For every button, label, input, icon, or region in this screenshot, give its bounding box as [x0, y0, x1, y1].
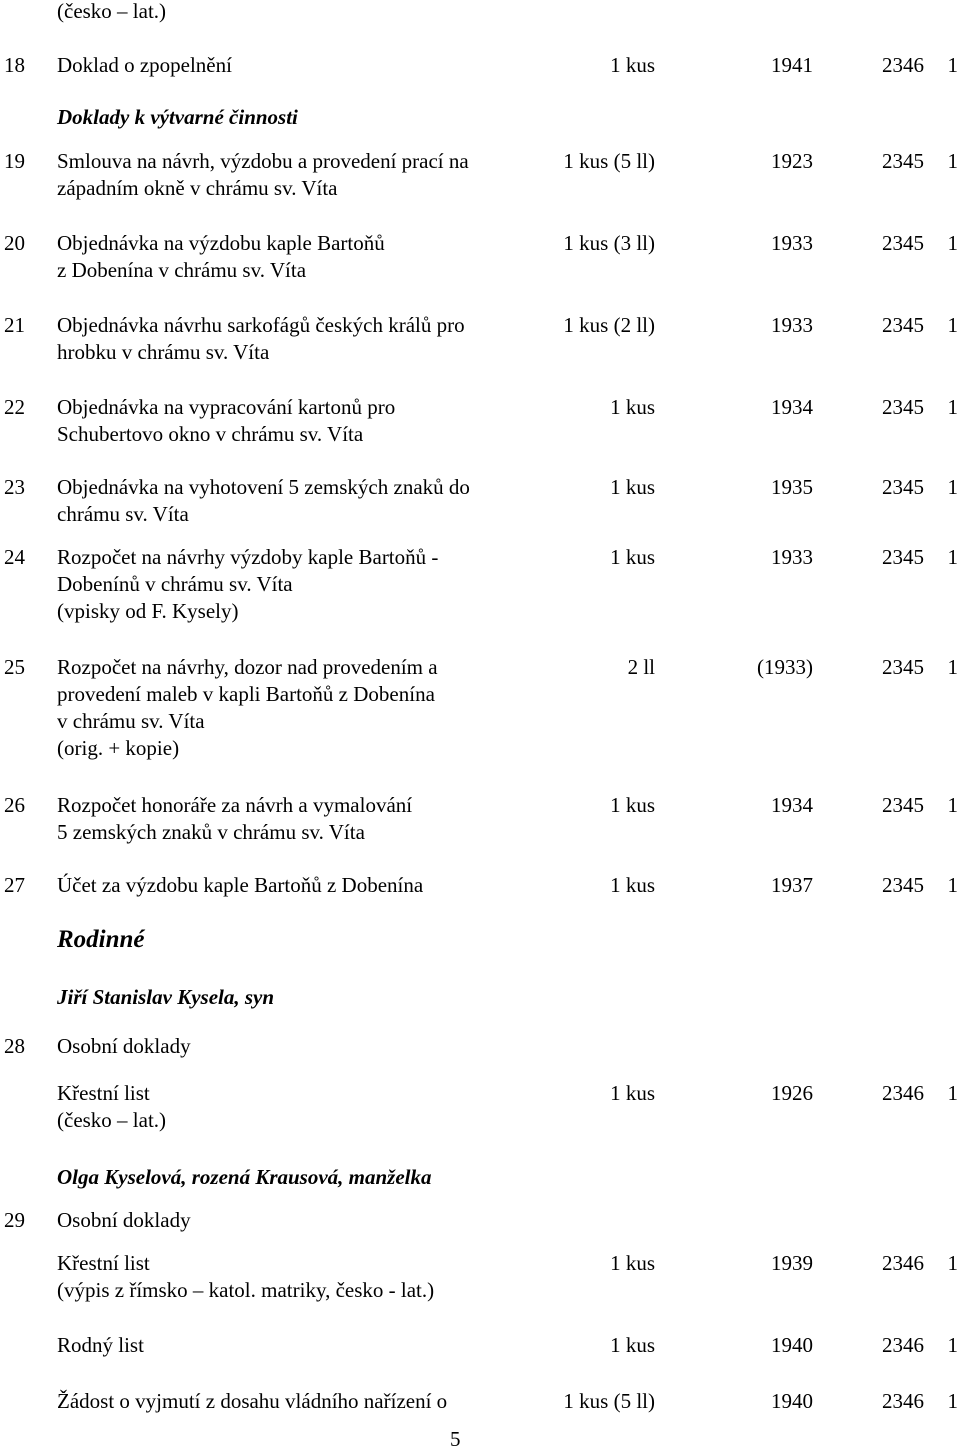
description-line: západním okně v chrámu sv. Víta — [57, 176, 338, 200]
item-number: 24 — [4, 545, 25, 569]
item-year: 1933 — [771, 545, 813, 569]
description-line: (česko – lat.) — [57, 1108, 167, 1132]
item-description — [57, 1332, 144, 1359]
item-quantity: 1 kus (2 ll) — [563, 313, 655, 337]
description-line: Objednávka návrhu sarkofágů českých králů pro — [57, 313, 465, 337]
item-quantity: 1 kus — [610, 873, 655, 897]
description-line: Rodný list — [57, 1333, 144, 1357]
item-description — [57, 52, 232, 79]
item-description — [57, 872, 423, 899]
item-box-number: 2345 — [882, 475, 924, 499]
item-year: 1937 — [771, 873, 813, 897]
item-box-number: 2345 — [882, 149, 924, 173]
section-heading: Jiří Stanislav Kysela, syn — [57, 985, 275, 1009]
item-description — [57, 394, 395, 448]
item-unit-number: 1 — [947, 1389, 958, 1413]
item-quantity: 1 kus (5 ll) — [563, 149, 655, 173]
description-line: (orig. + kopie) — [57, 736, 180, 760]
description-line: Křestní list — [57, 1251, 150, 1275]
item-year: 1933 — [771, 313, 813, 337]
description-line: Dobenínů v chrámu sv. Víta — [57, 572, 293, 596]
item-box-number: 2346 — [882, 1389, 924, 1413]
item-unit-number: 1 — [947, 545, 958, 569]
item-unit-number: 1 — [947, 475, 958, 499]
description-line: Žádost o vyjmutí z dosahu vládního nařízení o — [57, 1389, 448, 1413]
item-description — [57, 1250, 434, 1304]
item-number: 25 — [4, 655, 25, 679]
item-description — [57, 312, 465, 366]
description-line: Osobní doklady — [57, 1208, 191, 1232]
item-number: 18 — [4, 53, 25, 77]
item-quantity: 1 kus — [610, 1081, 655, 1105]
item-quantity: 1 kus — [610, 793, 655, 817]
item-quantity: 1 kus — [610, 395, 655, 419]
item-description — [57, 230, 385, 284]
description-line: Rozpočet honoráře za návrh a vymalování — [57, 793, 413, 817]
item-year: 1941 — [771, 53, 813, 77]
description-line: provedení maleb v kapli Bartoňů z Dobenína — [57, 682, 435, 706]
item-box-number: 2345 — [882, 545, 924, 569]
description-line: 5 zemských znaků v chrámu sv. Víta — [57, 820, 365, 844]
item-quantity: 1 kus — [610, 53, 655, 77]
description-line: Křestní list — [57, 1081, 150, 1105]
item-box-number: 2345 — [882, 231, 924, 255]
item-quantity: 1 kus (5 ll) — [563, 1389, 655, 1413]
item-description — [57, 544, 438, 625]
item-number: 19 — [4, 149, 25, 173]
item-number: 29 — [4, 1208, 25, 1232]
description-line: Doklad o zpopelnění — [57, 53, 232, 77]
item-description — [57, 1080, 166, 1134]
description-line: Účet za výzdobu kaple Bartoňů z Dobenína — [57, 873, 424, 897]
description-line: (výpis z římsko – katol. matriky, česko - lat.) — [57, 1278, 435, 1302]
item-number: 27 — [4, 873, 25, 897]
item-description — [57, 1033, 191, 1060]
item-unit-number: 1 — [947, 395, 958, 419]
item-quantity: 1 kus — [610, 1251, 655, 1275]
item-number: 21 — [4, 313, 25, 337]
item-unit-number: 1 — [947, 873, 958, 897]
item-unit-number: 1 — [947, 1333, 958, 1357]
section-title: Rodinné — [57, 926, 145, 953]
item-quantity: 1 kus (3 ll) — [563, 231, 655, 255]
item-quantity: 2 ll — [627, 655, 655, 679]
description-line: Rozpočet na návrhy, dozor nad provedením a — [57, 655, 438, 679]
item-unit-number: 1 — [947, 149, 958, 173]
description-line: Objednávka na vyhotovení 5 zemských znaků do — [57, 475, 470, 499]
item-description — [57, 1207, 191, 1234]
item-box-number: 2345 — [882, 793, 924, 817]
description-line: Schubertovo okno v chrámu sv. Víta — [57, 422, 364, 446]
item-description — [57, 148, 469, 202]
item-box-number: 2345 — [882, 873, 924, 897]
description-line: z Dobenína v chrámu sv. Víta — [57, 258, 307, 282]
item-number: 26 — [4, 793, 25, 817]
item-unit-number: 1 — [947, 231, 958, 255]
item-number: 20 — [4, 231, 25, 255]
item-box-number: 2345 — [882, 655, 924, 679]
item-quantity: 1 kus — [610, 475, 655, 499]
item-year: 1935 — [771, 475, 813, 499]
description-line: Osobní doklady — [57, 1034, 191, 1058]
item-year: 1939 — [771, 1251, 813, 1275]
section-heading: Doklady k výtvarné činnosti — [57, 105, 298, 129]
item-year: 1940 — [771, 1333, 813, 1357]
item-description — [57, 792, 412, 846]
item-quantity: 1 kus — [610, 1333, 655, 1357]
item-unit-number: 1 — [947, 793, 958, 817]
item-description — [57, 474, 470, 528]
item-box-number: 2346 — [882, 1251, 924, 1275]
item-year: 1934 — [771, 793, 813, 817]
item-year: 1933 — [771, 231, 813, 255]
description-line: hrobku v chrámu sv. Víta — [57, 340, 270, 364]
description-line: Smlouva na návrh, výzdobu a provedení prací na — [57, 149, 469, 173]
description-line: v chrámu sv. Víta — [57, 709, 205, 733]
item-box-number: 2345 — [882, 395, 924, 419]
item-unit-number: 1 — [947, 655, 958, 679]
item-description — [57, 654, 438, 762]
item-number: 28 — [4, 1034, 25, 1058]
item-unit-number: 1 — [947, 313, 958, 337]
page-number: 5 — [450, 1427, 461, 1451]
item-unit-number: 1 — [947, 1251, 958, 1275]
continuation-text: (česko – lat.) — [57, 0, 167, 23]
description-line: Objednávka na výzdobu kaple Bartoňů — [57, 231, 385, 255]
item-quantity: 1 kus — [610, 545, 655, 569]
item-unit-number: 1 — [947, 53, 958, 77]
item-number: 22 — [4, 395, 25, 419]
item-year: 1934 — [771, 395, 813, 419]
description-line: Objednávka na vypracování kartonů pro — [57, 395, 396, 419]
item-number: 23 — [4, 475, 25, 499]
item-box-number: 2346 — [882, 1081, 924, 1105]
item-box-number: 2346 — [882, 1333, 924, 1357]
description-line: Rozpočet na návrhy výzdoby kaple Bartoňů - — [57, 545, 439, 569]
item-description — [57, 1388, 447, 1415]
section-heading: Olga Kyselová, rozená Krausová, manželka — [57, 1165, 432, 1189]
description-line: chrámu sv. Víta — [57, 502, 189, 526]
description-line: (vpisky od F. Kysely) — [57, 599, 239, 623]
item-box-number: 2345 — [882, 313, 924, 337]
item-year: (1933) — [757, 655, 813, 679]
item-box-number: 2346 — [882, 53, 924, 77]
item-year: 1923 — [771, 149, 813, 173]
item-year: 1940 — [771, 1389, 813, 1413]
item-unit-number: 1 — [947, 1081, 958, 1105]
item-year: 1926 — [771, 1081, 813, 1105]
